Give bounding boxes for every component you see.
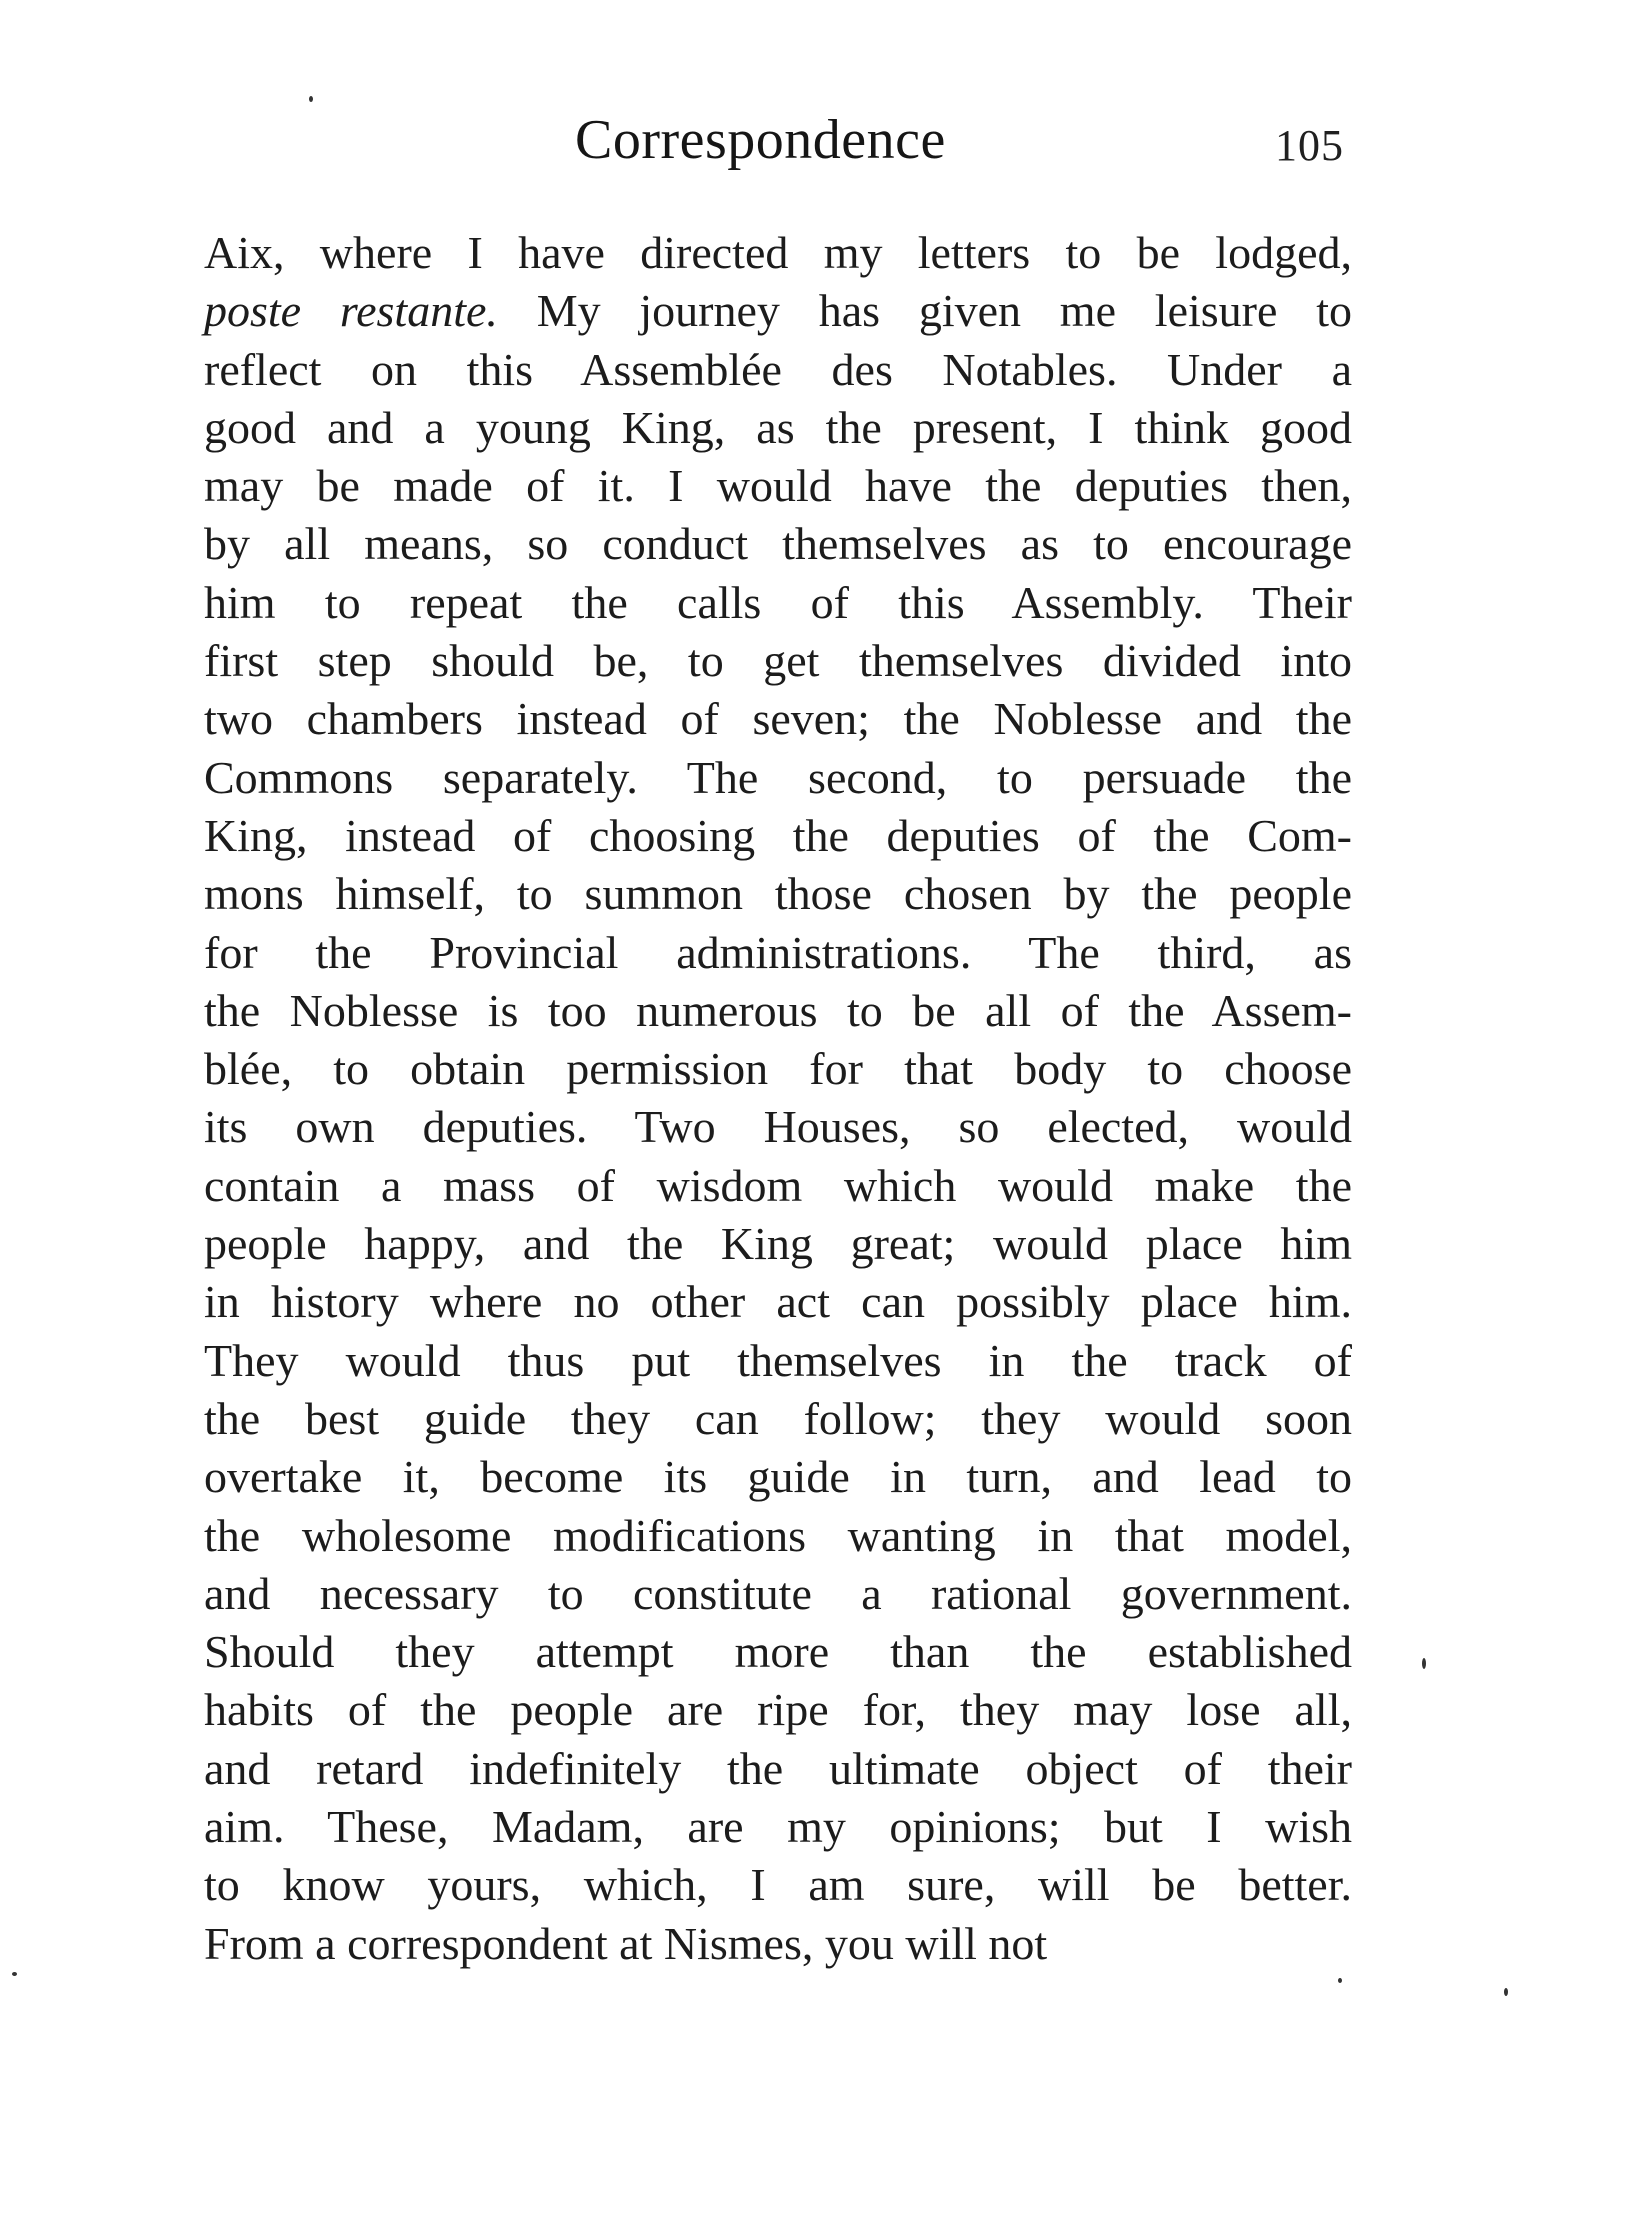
text-line: Commons separately. The second, to persuade the [204, 751, 1352, 803]
text-line: may be made of it. I would have the deputies then, [204, 460, 1352, 512]
letter-text [204, 224, 1352, 2031]
scan-speck [12, 1972, 17, 1976]
text-line: From a correspondent at Nismes, you will not [204, 1917, 1048, 1969]
text-line: for the Provincial administrations. The third, as [204, 926, 1352, 978]
text-line: him to repeat the calls of this Assembly. Their [204, 576, 1352, 628]
text-line: contain a mass of wisdom which would make the [204, 1159, 1352, 1211]
text-line: two chambers instead of seven; the Noblesse and the [204, 693, 1352, 745]
text-line: the best guide they can follow; they would soon [204, 1392, 1352, 1444]
text-line: first step should be, to get themselves divided into [204, 635, 1352, 687]
text-line: overtake it, become its guide in turn, and lead to [204, 1451, 1352, 1503]
text-line: by all means, so conduct themselves as to encourage [204, 518, 1352, 570]
text-line: and necessary to constitute a rational government. [204, 1567, 1352, 1619]
text-line: Aix, where I have directed my letters to be lodged, [204, 227, 1352, 278]
text-line: blée, to obtain permission for that body to choose [204, 1043, 1352, 1095]
text-line: the wholesome modifications wanting in that model, [204, 1509, 1352, 1561]
running-head [0, 108, 1635, 178]
text-line: and retard indefinitely the ultimate object of their [204, 1742, 1352, 1794]
text-line: Should they attempt more than the established [204, 1626, 1352, 1678]
page-number: 105 [1275, 121, 1344, 170]
text-line-rest: My journey has given me leisure to [497, 285, 1352, 337]
text-line: mons himself, to summon those chosen by the people [204, 868, 1352, 920]
text-line: They would thus put themselves in the track of [204, 1334, 1352, 1386]
scan-speck [309, 96, 313, 102]
italic-phrase: poste restante. [204, 285, 498, 337]
text-line: habits of the people are ripe for, they may lose all, [204, 1684, 1352, 1736]
scan-speck [1504, 1988, 1508, 1996]
text-line: good and a young King, as the present, I think good [204, 401, 1352, 453]
text-line: aim. These, Madam, are my opinions; but I wish [204, 1801, 1352, 1853]
text-line: people happy, and the King great; would place him [204, 1218, 1352, 1270]
paragraph-first-line [204, 1973, 1352, 2031]
text-line: reflect on this Assemblée des Notables. Under a [204, 343, 1352, 395]
text-line: its own deputies. Two Houses, so elected, would [204, 1101, 1352, 1153]
scan-speck [1338, 1978, 1342, 1983]
scan-speck [1422, 1658, 1426, 1669]
text-line: to know yours, which, I am sure, will be better. [204, 1859, 1352, 1911]
text-line [204, 282, 1352, 340]
text-line: in history where no other act can possibly place him. [204, 1276, 1352, 1328]
text-line: King, instead of choosing the deputies of the Com- [204, 809, 1352, 861]
running-title: Correspondence [575, 109, 946, 171]
text-line: the Noblesse is too numerous to be all of the Assem- [204, 984, 1352, 1036]
